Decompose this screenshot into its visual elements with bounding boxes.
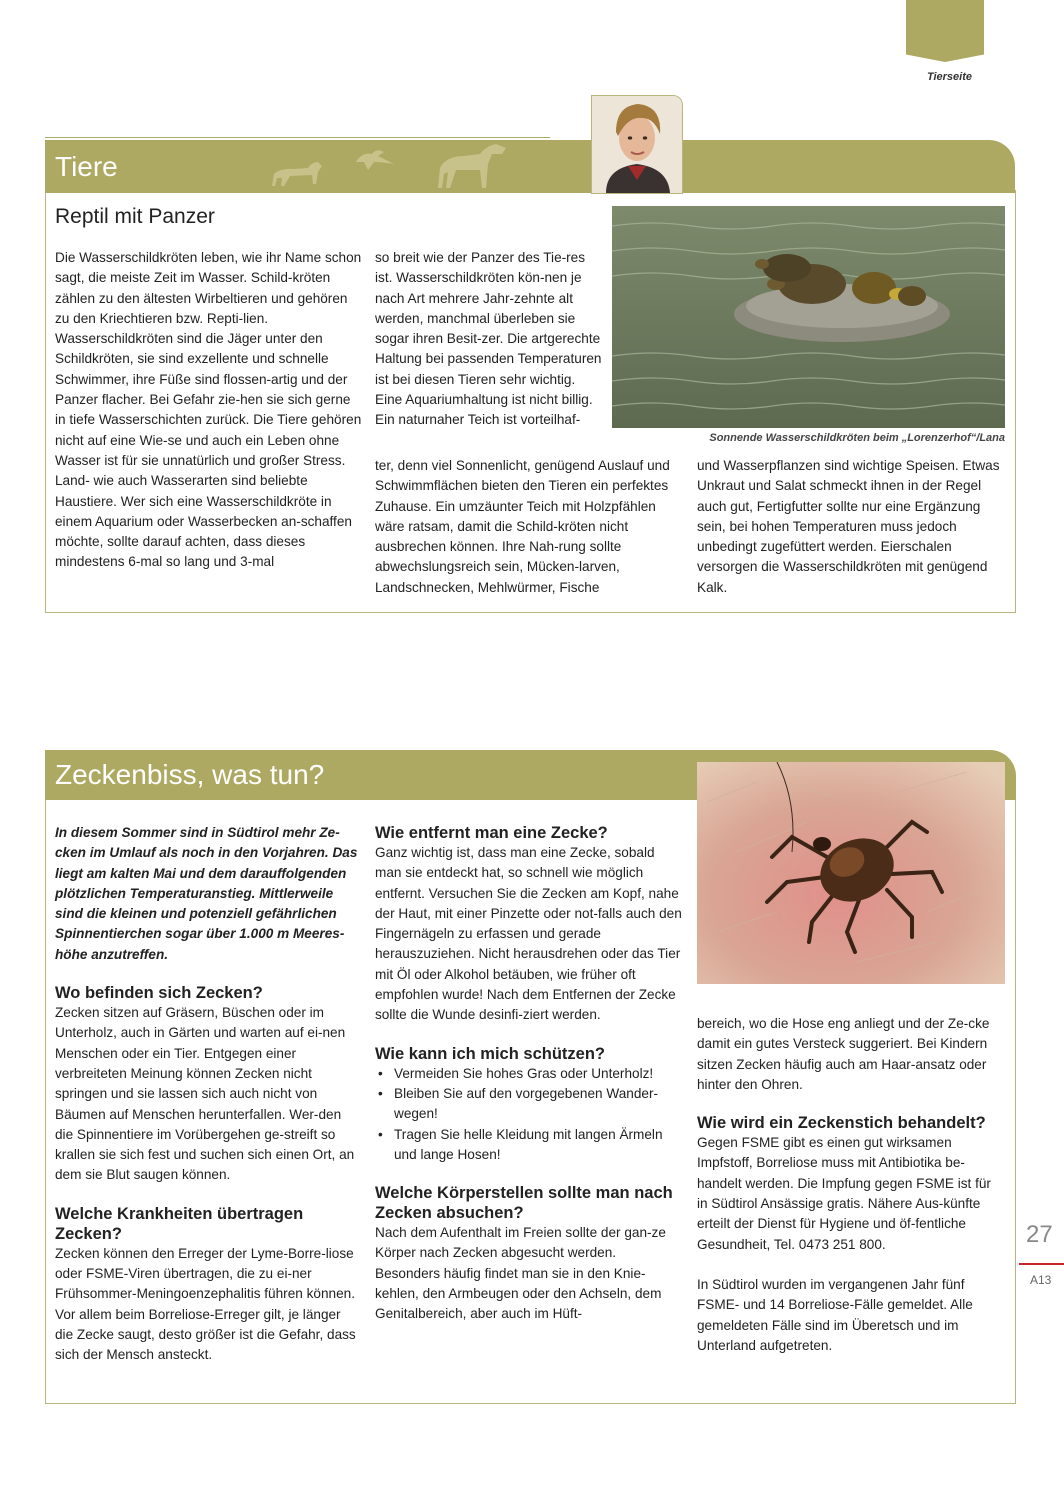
page-number-rule — [1019, 1263, 1064, 1265]
tiere-band-title: Tiere — [55, 151, 118, 182]
tiere-band — [45, 140, 1015, 193]
dog-silhouette-icon — [272, 162, 322, 186]
tiere-paragraph: und Wasserpflanzen sind wichtige Speisen. Etwas Unkraut und Salat schmeckt ihnen in der Regel auch gut, Fertigfutter sollte nur eine Ergänzung sein, bei hohen Temperaturen muss jedoch unbedingt zugefüttert werden. Eierschalen versorgen die Wasserschildkröten mit genügend Kalk. — [697, 458, 1000, 595]
zecken-column-2 — [375, 823, 683, 1325]
paragraph-behandlung: Gegen FSME gibt es einen gut wirksamen Impfstoff, Borreliose muss mit Antibiotika be-handelt werden. Die Impfung gegen FSME ist für in Südtirol Ansässige gratis. Nähere Aus-künfte erteilt der Dienst für Hygiene und öf-fentliche Gesundheit, Tel. 0473 251 800. — [697, 1135, 991, 1252]
list-item: • Vermeiden Sie hohes Gras oder Unterholz! — [394, 1064, 683, 1084]
paragraph-entfernen: Ganz wichtig ist, dass man eine Zecke, sobald man sie entdeckt hat, so schnell wie möglich entfernt. Versuchen Sie die Zecken am Kopf, nahe der Haut, mit einer Pinzette oder not-falls auch den Fingernägeln zu erfassen und gerade herauszuziehen. Nicht herausdrehen oder das Tier mit Öl oder Alkohol betäuben, wie früher oft empfohlen wurde! Nach dem Entfernen der Zecke sollte die Wunde desinfi-ziert werden. — [375, 845, 682, 1023]
author-portrait — [592, 96, 682, 193]
page-number: 27 — [1026, 1221, 1053, 1248]
tiere-paragraph: Land- wie auch Wasserarten sind beliebte Haustiere. Wer sich eine Wasserschildkröte in einem Aquarium oder Wasserbecken an-schaffen möchte, sollte darauf achten, dass dieses mindestens 6-mal so lang und 3-mal — [55, 473, 352, 570]
tiere-column-1 — [55, 248, 362, 573]
heading-koerperstellen: Welche Körperstellen sollte man nach Zecken absuchen? — [375, 1184, 673, 1223]
tiere-paragraph: so breit wie der Panzer des Tie-res ist. Wasserschildkröten kön-nen je nach Art mehrere Jahr-zehnte alt werden, manchmal überleben sie sogar ihren Besit-zer. Die artgerechte Haltung bei passenden Temperaturen ist bei diesen Tieren sehr wichtig. Eine Aquariumhaltung ist nicht billig. Ein naturnaher Teich ist vorteilhaf- — [375, 250, 602, 428]
tick-photo — [697, 762, 1005, 984]
turtle-icon — [898, 286, 926, 306]
paragraph-krankheiten: Zecken können den Erreger der Lyme-Borre-liose oder FSME-Viren übertragen, die zu ei-ner Frühsommer-Meningoenzephalitis führen können. Vor allem beim Borreliose-Erreger gilt, je länger die Zecke saugt, desto größer ist die Gefahr, dass sich der Mensch ansteckt. — [55, 1245, 356, 1363]
zecken-column-3 — [697, 1014, 1005, 1356]
animal-silhouettes — [260, 140, 520, 193]
tiere-band-line — [45, 137, 550, 138]
bird-silhouette-icon — [356, 150, 394, 170]
paragraph-wo: Zecken sitzen auf Gräsern, Büschen oder im Unterholz, auch in Gärten und warten auf ei-nen Menschen oder ein Tier. Entgegen einer verbreiteten Meinung können Zecken nicht springen und sie lassen sich auch nicht von Bäumen auf Menschen herunterfallen. Wer-den die Spinnentiere im Vorübergehen ge-streift so krallen sie sich fest und suchen sich einen Ort, an dem sie Blut saugen können. — [55, 1005, 355, 1183]
tiere-column-2-bottom — [375, 456, 682, 598]
paragraph-statistik: In Südtirol wurden im vergangenen Jahr fünf FSME- und 14 Borreliose-Fälle gemeldet. Alle gemeldeten Fälle sind im Überetsch und im Unterland aufgetreten. — [697, 1276, 973, 1353]
turtle-photo — [612, 206, 1005, 428]
turtle-photo-caption: Sonnende Wasserschildkröten beim „Lorenzerhof“/Lana — [709, 432, 1005, 444]
tiere-paragraph: ter, denn viel Sonnenlicht, genügend Auslauf und Schwimmflächen bieten den Tieren ein perfektes Zuhause. Ein umzäunter Teich mit Holzpfählen wäre ratsam, damit die Schild-kröten nicht ausbrechen können. Ihre Nah-rung sollte abwechslungsreich sein, Mücken-larven, Landschnecken, Mehlwürmer, Fische — [375, 458, 670, 595]
heading-entfernen: Wie entfernt man eine Zecke? — [375, 824, 608, 842]
horse-silhouette-icon — [438, 144, 506, 188]
tiere-paragraph: Die Wasserschildkröten leben, wie ihr Name schon sagt, die meiste Zeit im Wasser. Schild-kröten zählen zu den ältesten Wirbeltieren und gehören zu den Kriechtieren bzw. Repti-lien. Wasserschildkröten sind die Jäger unter den Schildkröten, sie sind exzellente und schnelle Schwimmer, ihre Füße sind flossen-artig und der Panzer flacher. Bei Gefahr zie-hen sie sich gerne in tiefe Wasserschichten zurück. Die Tiere gehören nicht auf eine Wie-se und auch ein Leben ohne Wasser ist für sie unnatürlich und großer Stress. — [55, 250, 362, 468]
list-item: • Bleiben Sie auf den vorgegebenen Wander-wegen! — [394, 1084, 683, 1125]
heading-behandlung: Wie wird ein Zeckenstich behandelt? — [697, 1114, 986, 1133]
paragraph-koerperstellen-cont: bereich, wo die Hose eng anliegt und der Ze-cke damit ein gutes Versteck suggeriert. Bei Kindern sitzen Zecken häufig auch am Haar-ansatz oder hinter den Ohren. — [697, 1016, 990, 1092]
list-item: • Tragen Sie helle Kleidung mit langen Ärmeln und lange Hosen! — [394, 1125, 683, 1166]
zecken-intro: In diesem Sommer sind in Südtirol mehr Ze-cken im Umlauf als noch in den Vorjahren. Das liegt am kalten Mai und dem darauffolgenden plötzlichen Temperaturanstieg. Mittlerweile sind die kleinen und potenziell gefährlichen Spinnentierchen sogar über 1.000 m Meeres-höhe anzutreffen. — [55, 825, 358, 962]
schutz-list — [375, 1064, 683, 1165]
section-tab — [906, 0, 984, 62]
section-label: Tierseite — [926, 71, 972, 83]
tiere-article-title: Reptil mit Panzer — [55, 205, 215, 228]
tiere-column-3 — [697, 456, 1005, 598]
tiere-column-2-top — [375, 248, 603, 431]
zecken-band-title: Zeckenbiss, was tun? — [55, 759, 325, 790]
heading-schuetzen: Wie kann ich mich schützen? — [375, 1044, 605, 1063]
paragraph-koerperstellen: Nach dem Aufenthalt im Freien sollte der gan-ze Körper nach Zecken abgesucht werden. Besonders häufig findet man sie in den Knie-kehlen, den Armbeugen oder den Achseln, dem Genitalbereich, aber auch im Hüft- — [375, 1225, 666, 1322]
heading-wo: Wo befinden sich Zecken? — [55, 984, 263, 1003]
zecken-column-1 — [55, 823, 362, 1366]
heading-krankheiten: Welche Krankheiten übertragen Zecken? — [55, 1204, 304, 1243]
page-code: A13 — [1030, 1273, 1052, 1287]
author-portrait-frame — [591, 95, 683, 194]
